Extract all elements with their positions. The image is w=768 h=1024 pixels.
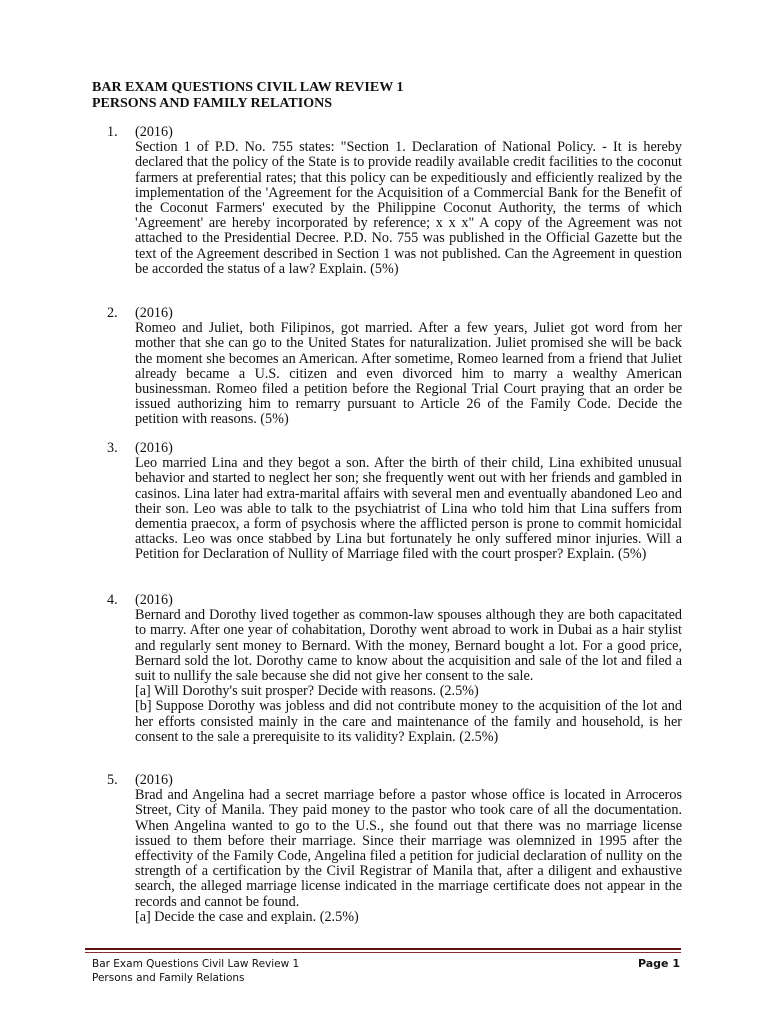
question-subpart: [a] Will Dorothy's suit prosper? Decide with reasons. (2.5%) — [135, 683, 479, 700]
footer-title: Bar Exam Questions Civil Law Review 1 — [92, 958, 300, 970]
document-header — [92, 80, 692, 112]
page-number: Page 1 — [637, 957, 680, 970]
question-body — [135, 306, 682, 428]
question-item — [107, 441, 682, 563]
document-title: BAR EXAM QUESTIONS CIVIL LAW REVIEW 1 — [92, 80, 404, 95]
question-body — [135, 125, 682, 277]
question-item — [107, 593, 682, 745]
question-year: (2016) — [135, 772, 173, 788]
question-year: (2016) — [135, 440, 173, 456]
question-paragraph: Bernard and Dorothy lived together as common-law spouses although they are both capacitated to marry. After one year of cohabitation, Dorothy went abroad to work in Dubai as a hair stylist and regularly sent money to Bernard. With the money, Bernard bought a lot. For a good price, Bernard sold the lot. Dorothy came to know about the acquisition and sale of the lot and filed a suit to nullify the sale because she did not give her consent to the sale. — [135, 607, 682, 685]
footer-divider-thin — [85, 952, 681, 953]
question-year: (2016) — [135, 592, 173, 608]
question-number: 3. — [107, 440, 118, 456]
question-paragraph: Section 1 of P.D. No. 755 states: "Section 1. Declaration of National Policy. - It is hereby declared that the policy of the State is to provide readily available credit facilities to the coconut farmers at preferential rates; that this policy can be expeditiously and efficiently realized by the implementation of the 'Agreement for the Acquisition of a Commercial Bank for the Benefit of the Coconut Farmers' executed by the Philippine Coconut Authority, the terms of which 'Agreement' are hereby incorporated by reference; x x x" A copy of the Agreement was not attached to the Presidential Decree. P.D. No. 755 was published in the Official Gazette but the text of the Agreement described in Section 1 was not published. Can the Agreement in question be accorded the status of a law? Explain. (5%) — [135, 139, 682, 277]
question-body — [135, 773, 682, 925]
question-paragraph: Brad and Angelina had a secret marriage before a pastor whose office is located in Arroceros Street, City of Manila. They paid money to the pastor who took care of all the documentation. When Angelina wanted to go to the U.S., she found out that there was no marriage license issued to them before their marriage. Since their marriage was olemnized in 1995 after the effectivity of the Family Code, Angelina filed a petition for judicial declaration of nullity on the strength of a certification by the Civil Registrar of Manila that, after a diligent and exhaustive search, the alleged marriage license indicated in the marriage certificate does not appear in the records and cannot be found. — [135, 787, 682, 910]
question-subpart: [b] Suppose Dorothy was jobless and did not contribute money to the acquisition of the lot and her efforts consisted mainly in the care and maintenance of the family and household, is her consent to the sale a prerequisite to its validity? Explain. (2.5%) — [135, 698, 682, 745]
question-paragraph: Romeo and Juliet, both Filipinos, got married. After a few years, Juliet got word from her mother that she can go to the United States for naturalization. Juliet promised she will be back the moment she becomes an American. After sometime, Romeo learned from a friend that Juliet already became a U.S. citizen and even divorced him to marry a wealthy American businessman. Romeo filed a petition before the Regional Trial Court praying that an order be issued authorizing him to remarry pursuant to Article 26 of the Family Code. Decide the petition with reasons. (5%) — [135, 320, 682, 428]
question-number: 1. — [107, 124, 118, 140]
question-item — [107, 773, 682, 925]
document-subtitle: PERSONS AND FAMILY RELATIONS — [92, 96, 332, 111]
footer-subtitle: Persons and Family Relations — [92, 972, 245, 984]
question-item — [107, 125, 682, 277]
question-number: 4. — [107, 592, 118, 608]
question-year: (2016) — [135, 124, 173, 140]
question-year: (2016) — [135, 305, 173, 321]
question-paragraph: Leo married Lina and they begot a son. After the birth of their child, Lina exhibited unusual behavior and started to neglect her son; she frequently went out with her friends and gambled in casinos. Lina later had extra-marital affairs with several men and eventually abandoned Leo and their son. Leo was able to talk to the psychiatrist of Lina who told him that Lina suffers from dementia praecox, a form of psychosis where the afflicted person is prone to commit homicidal attacks. Leo was once stabbed by Lina but fortunately he only suffered minor injuries. Will a Petition for Declaration of Nullity of Marriage filed with the court prosper? Explain. (5%) — [135, 455, 682, 563]
question-subpart: [a] Decide the case and explain. (2.5%) — [135, 908, 359, 925]
question-body — [135, 441, 682, 563]
question-number: 2. — [107, 305, 118, 321]
page-footer — [92, 957, 299, 985]
question-item — [107, 306, 682, 428]
footer-divider — [85, 948, 681, 950]
question-body — [135, 593, 682, 745]
question-number: 5. — [107, 772, 118, 788]
